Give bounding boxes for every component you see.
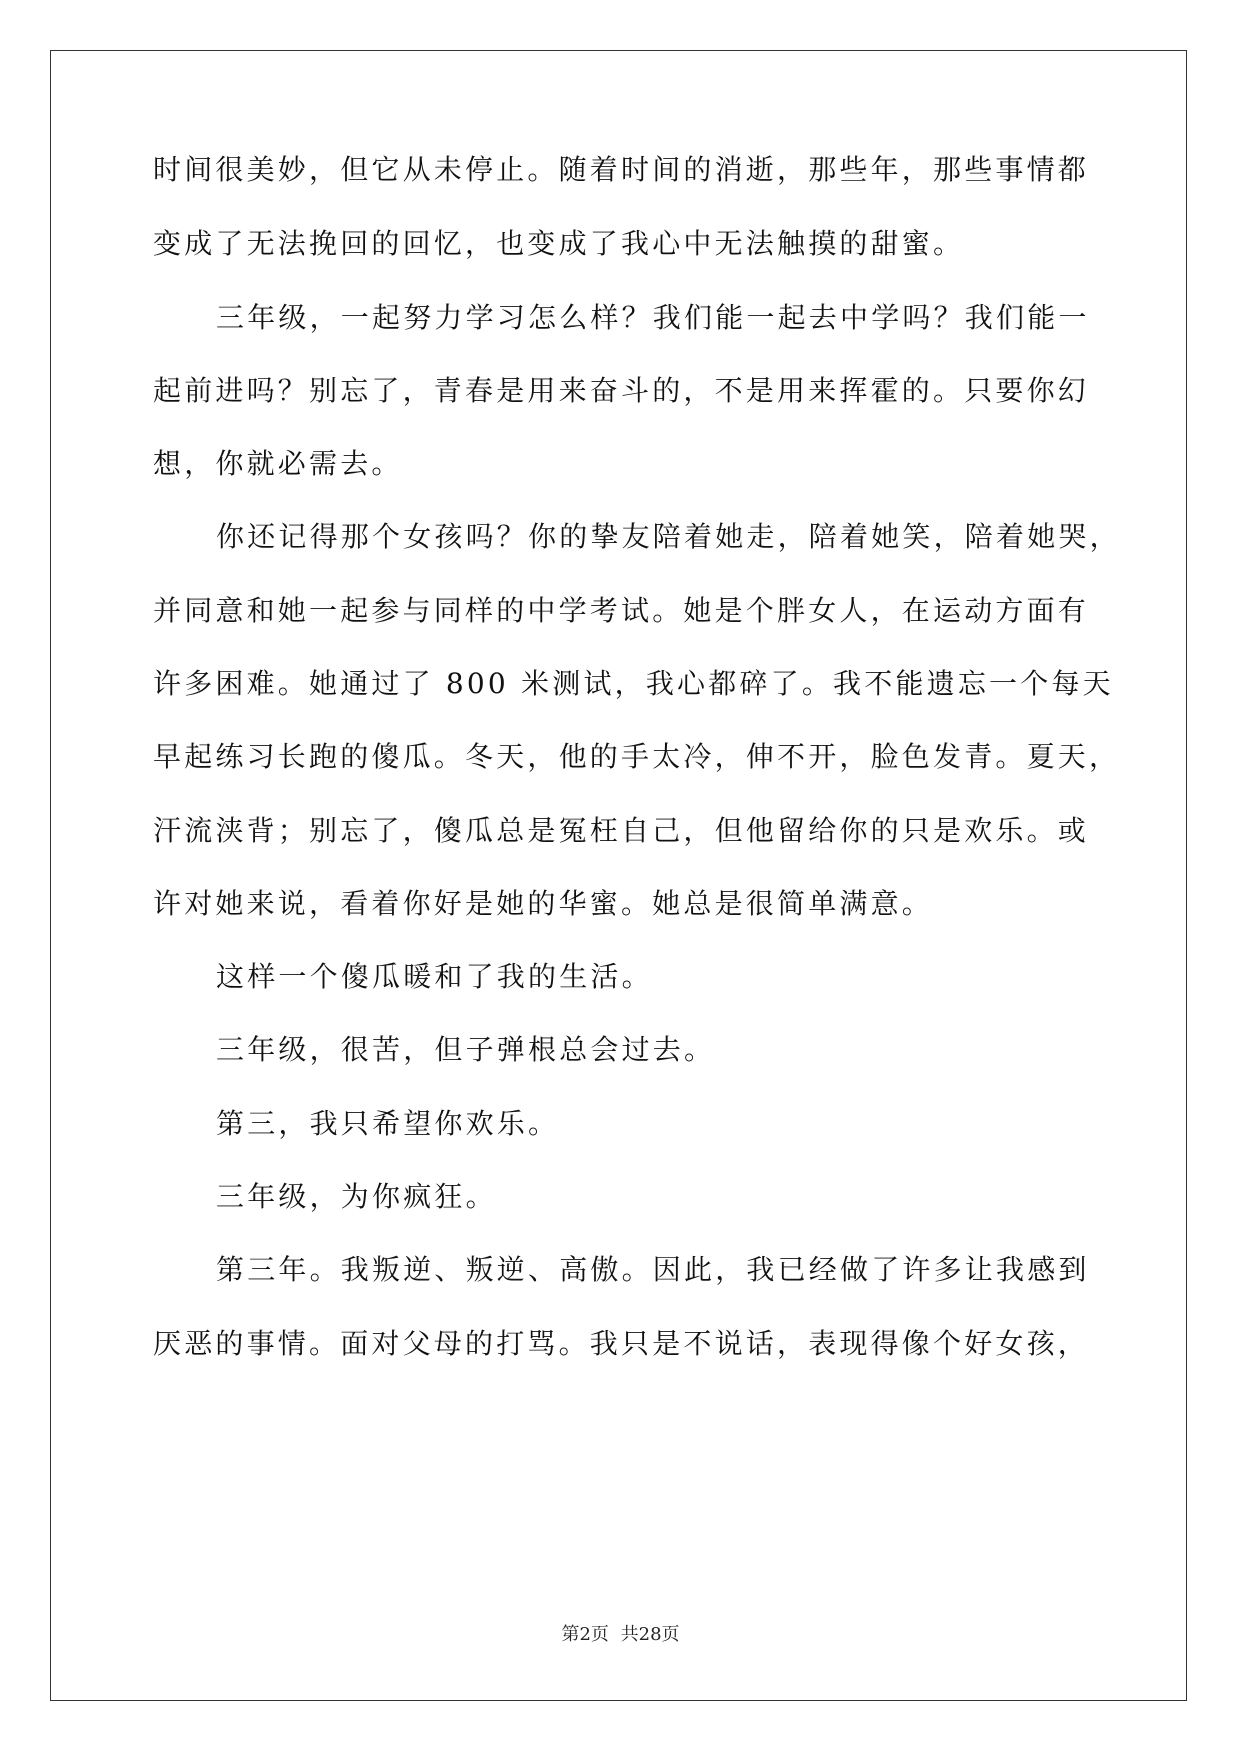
- page-number: 第2页: [561, 1624, 609, 1645]
- page-total: 共28页: [620, 1624, 680, 1645]
- text-line: 第三，我只希望你欢乐。: [216, 1107, 560, 1140]
- text-line: 早起练习长跑的傻瓜。冬天，他的手太冷，伸不开，脸色发青。夏天，: [153, 740, 1121, 773]
- text-line: 汗流浃背；别忘了，傻瓜总是冤枉自己，但他留给你的只是欢乐。或: [153, 814, 1090, 847]
- text-line: 变成了无法挽回的回忆，也变成了我心中无法触摸的甜蜜。: [153, 227, 965, 260]
- page-footer: [0, 1620, 1241, 1646]
- text-line: 起前进吗？别忘了，青春是用来奋斗的，不是用来挥霍的。只要你幻: [153, 374, 1090, 407]
- text-line: 第三年。我叛逆、叛逆、高傲。因此，我已经做了许多让我感到: [216, 1253, 1090, 1286]
- text-line: 许对她来说，看着你好是她的华蜜。她总是很简单满意。: [153, 887, 934, 920]
- text-line: 你还记得那个女孩吗？你的挚友陪着她走，陪着她笑，陪着她哭，: [216, 520, 1121, 553]
- text-line: 想，你就必需去。: [153, 447, 403, 480]
- text-line: 许多困难。她通过了 800 米测试，我心都碎了。我不能遗忘一个每天: [153, 667, 1114, 700]
- text-line: 三年级，一起努力学习怎么样？我们能一起去中学吗？我们能一: [216, 301, 1090, 334]
- text-line: 三年级，很苦，但子弹根总会过去。: [216, 1033, 716, 1066]
- text-line: 厌恶的事情。面对父母的打骂。我只是不说话，表现得像个好女孩，: [153, 1327, 1090, 1360]
- text-line: 这样一个傻瓜暖和了我的生活。: [216, 960, 653, 993]
- text-line: 时间很美妙，但它从未停止。随着时间的消逝，那些年，那些事情都: [153, 153, 1090, 186]
- text-line: 三年级，为你疯狂。: [216, 1180, 497, 1213]
- text-line: 并同意和她一起参与同样的中学考试。她是个胖女人，在运动方面有: [153, 594, 1090, 627]
